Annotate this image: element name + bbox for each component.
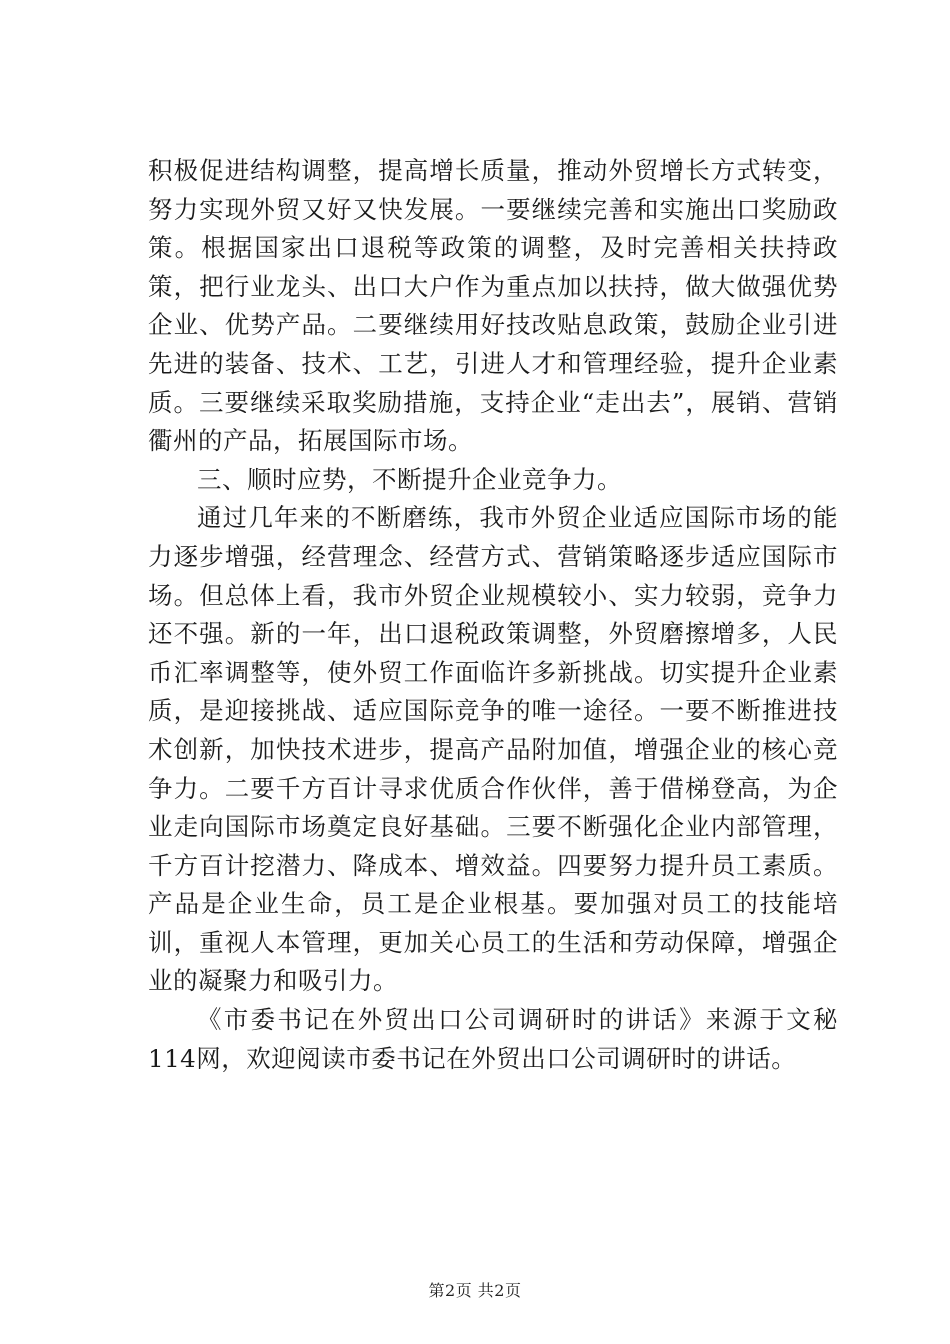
- section-heading: 三、顺时应势，不断提升企业竞争力。: [197, 464, 622, 494]
- paragraph-body: 通过几年来的不断磨练，我市外贸企业适应国际市场的能力逐步增强，经营理念、经营方式、营销策略逐步适应国际市场。但总体上看，我市外贸企业规模较小、实力较弱，竞争力还不强。新的一年，出口退税政策调整，外贸磨擦增多，人民币汇率调整等，使外贸工作面临许多新挑战。切实提升企业素质，是迎接挑战、适应国际竞争的唯一途径。一要不断推进技术创新，加快技术进步，提高产品附加值，增强企业的核心竞争力。二要千方百计寻求优质合作伙伴，善于借梯登高，为企业走向国际市场奠定良好基础。三要不断强化企业内部管理，千方百计挖潜力、降成本、增效益。四要努力提升员工素质。产品是企业生命，员工是企业根基。要加强对员工的技能培训，重视人本管理，更加关心员工的生活和劳动保障，增强企业的凝聚力和吸引力。: [148, 503, 838, 996]
- source-note: 《市委书记在外贸出口公司调研时的讲话》来源于文秘114网，欢迎阅读市委书记在外贸出口公司调研时的讲话。: [148, 1005, 838, 1073]
- paragraph-continuation: 积极促进结构调整，提高增长质量，推动外贸增长方式转变，努力实现外贸又好又快发展。一要继续完善和实施出口奖励政策。根据国家出口退税等政策的调整，及时完善相关扶持政策，把行业龙头、出口大户作为重点加以扶持，做大做强优势企业、优势产品。二要继续用好技改贴息政策，鼓励企业引进先进的装备、技术、工艺，引进人才和管理经验，提升企业素质。三要继续采取奖励措施，支持企业“走出去”，展销、营销衢州的产品，拓展国际市场。: [148, 156, 838, 456]
- document-body: [148, 152, 838, 1078]
- page-number-footer: 第2页 共2页: [428, 1281, 522, 1300]
